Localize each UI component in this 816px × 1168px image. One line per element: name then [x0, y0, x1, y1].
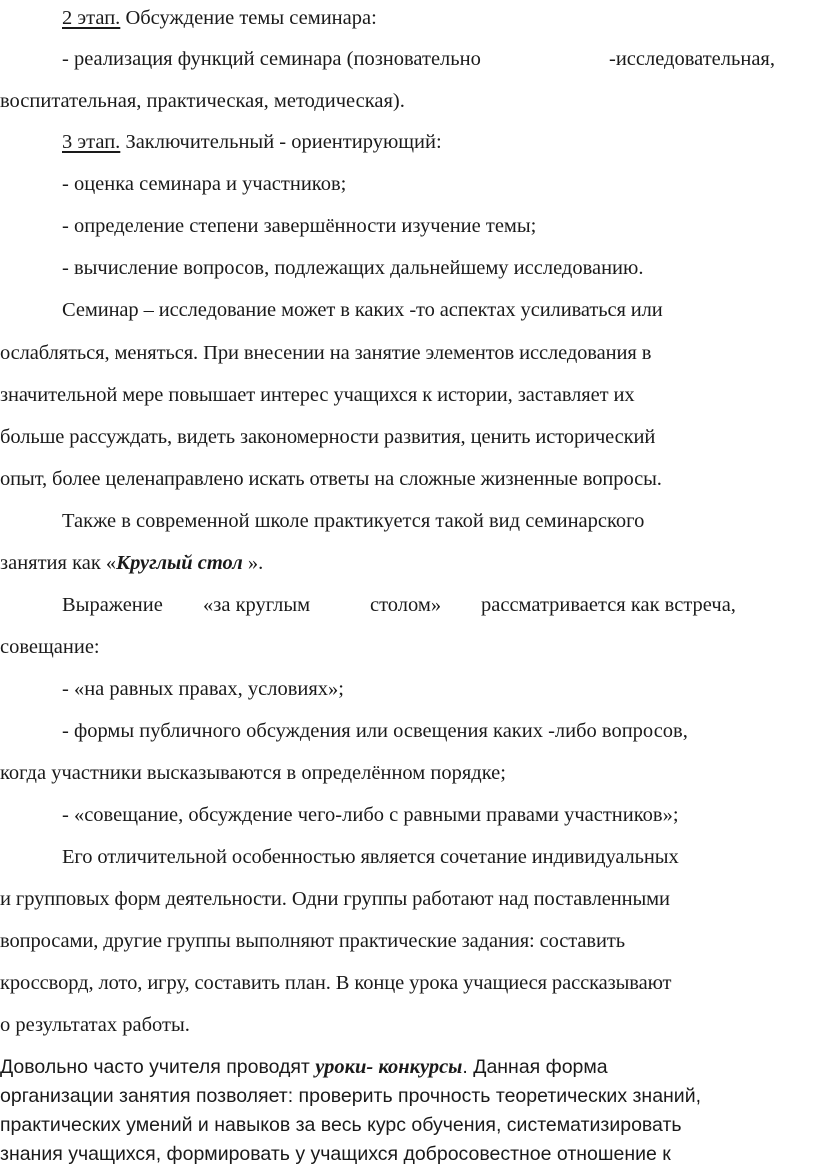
text-run: занятия как « [0, 552, 117, 574]
round-table-term: Круглый стол [116, 552, 243, 574]
stage-3-heading: 3 этап. [62, 131, 121, 153]
paragraph-line: практических умений и навыков за весь курс обучения, систематизировать [0, 1114, 682, 1136]
text-run: «за круглым [203, 594, 311, 616]
paragraph-line: опыт, более целенаправлено искать ответы на сложные жизненные вопросы. [0, 468, 662, 490]
contest-lessons-term: уроки- конкурсы [315, 1056, 463, 1078]
paragraph-line: и групповых форм деятельности. Одни группы работают над поставленными [0, 888, 670, 910]
list-item: - оценка семинара и участников; [62, 173, 347, 195]
text-run: рассматривается как встреча, [481, 594, 736, 616]
paragraph-line [0, 6, 816, 30]
stage-2-text: Обсуждение темы семинара: [120, 7, 377, 29]
paragraph-line: ослабляться, меняться. При внесении на занятие элементов исследования в [0, 342, 652, 364]
paragraph-line: когда участники высказываются в определённом порядке; [0, 762, 506, 784]
paragraph-line [0, 551, 816, 575]
text-run: Выражение [62, 594, 163, 616]
stage-3-text: Заключительный - ориентирующий: [120, 131, 442, 153]
paragraph-line [0, 130, 816, 154]
paragraph-line: кроссворд, лото, игру, составить план. В конце урока учащиеся рассказывают [0, 972, 672, 994]
paragraph-line: Его отличительной особенностью является сочетание индивидуальных [62, 846, 679, 868]
text-run: Довольно часто учителя проводят [0, 1056, 316, 1078]
paragraph-line: значительной мере повышает интерес учащихся к истории, заставляет их [0, 384, 635, 406]
text-run: ». [242, 552, 264, 574]
paragraph-line: Также в современной школе практикуется такой вид семинарского [62, 510, 645, 532]
paragraph-line: знания учащихся, формировать у учащихся добросовестное отношение к [0, 1143, 671, 1165]
list-item-text: - реализация функций семинара (позновательно [62, 48, 481, 70]
list-item: - вычисление вопросов, подлежащих дальнейшему исследованию. [62, 257, 644, 279]
paragraph-line: организации занятия позволяет: проверить прочность теоретических знаний, [0, 1085, 702, 1107]
text-run: столом» [370, 594, 442, 616]
list-item: - «совещание, обсуждение чего-либо с равными правами участников»; [62, 804, 679, 826]
paragraph-line: о результатах работы. [0, 1014, 190, 1036]
paragraph-line: воспитательная, практическая, методическая). [0, 90, 405, 112]
text-run: . Данная форма [462, 1056, 608, 1078]
paragraph-line: Семинар – исследование может в каких -то аспектах усиливаться или [62, 299, 663, 321]
list-item: - формы публичного обсуждения или освещения каких -либо вопросов, [62, 720, 688, 742]
list-item: - «на равных правах, условиях»; [62, 678, 344, 700]
paragraph-line: больше рассуждать, видеть закономерности развития, ценить исторический [0, 426, 656, 448]
list-item-text-cont: -исследовательная, [609, 48, 775, 70]
paragraph-line: вопросами, другие группы выполняют практические задания: составить [0, 930, 625, 952]
paragraph-line: совещание: [0, 636, 100, 658]
stage-2-heading: 2 этап. [62, 7, 121, 29]
paragraph-line [0, 1055, 816, 1079]
list-item: - определение степени завершённости изучение темы; [62, 215, 537, 237]
